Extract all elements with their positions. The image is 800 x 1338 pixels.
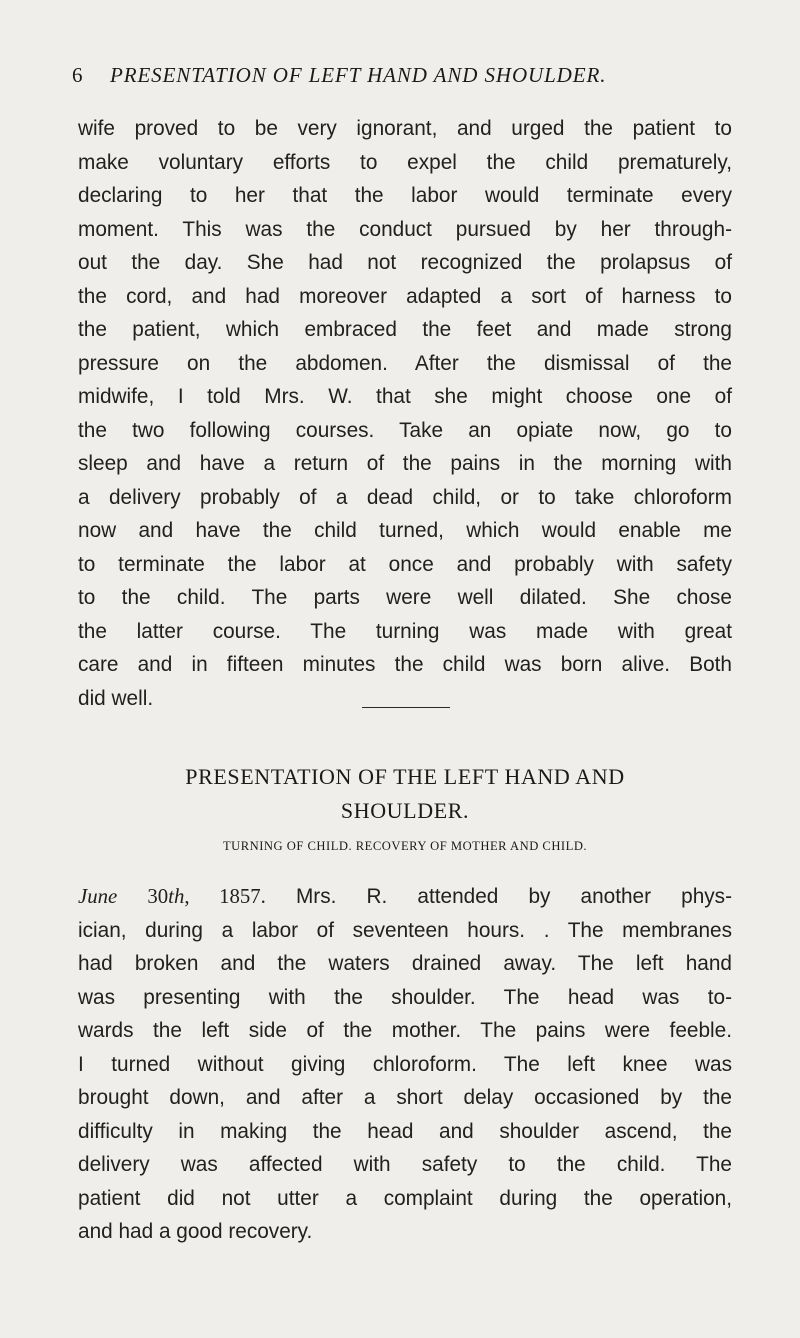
text-line: make voluntary efforts to expel the child prematurely,	[78, 150, 732, 174]
text-line-dated	[78, 880, 732, 914]
text-line: patient did not utter a complaint during the operation,	[78, 1186, 732, 1210]
text-line: care and in fifteen minutes the child was born alive. Both	[78, 653, 732, 676]
text-line: did well.	[78, 686, 154, 710]
text-line: a delivery probably of a dead child, or to take chloroform	[78, 485, 732, 509]
text-line: declaring to her that the labor would terminate every	[78, 184, 732, 207]
text-line: brought down, and after a short delay occasioned by the	[78, 1086, 732, 1109]
section-subheading: TURNING OF CHILD. RECOVERY OF MOTHER AND CHILD.	[222, 839, 588, 853]
date-day-suffix: th	[168, 885, 185, 908]
text-line: now and have the child turned, which would enable me	[78, 519, 732, 542]
paragraph-case-report	[78, 880, 732, 1249]
text-line: I turned without giving chloroform. The left knee was	[78, 1052, 732, 1076]
section-heading-line: PRESENTATION OF THE LEFT HAND AND	[185, 764, 625, 789]
text-line: to the child. The parts were well dilated. She chose	[78, 586, 732, 609]
running-title: PRESENTATION OF LEFT HAND AND SHOULDER.	[110, 63, 607, 87]
text-line: and had a good recovery.	[78, 1220, 313, 1243]
text-line: the patient, which embraced the feet and made strong	[78, 318, 732, 341]
date-day: 30	[147, 885, 169, 908]
date-year: , 1857.	[184, 885, 266, 908]
text-line: the two following courses. Take an opiate now, go to	[78, 418, 732, 442]
text-line: ician, during a labor of seventeen hours. . The membranes	[78, 918, 732, 942]
text-line: midwife, I told Mrs. W. that she might choose one of	[78, 385, 732, 408]
section-divider	[362, 707, 450, 708]
text-line: was presenting with the shoulder. The head was to-	[78, 985, 732, 1009]
text-line: wards the left side of the mother. The pains were feeble.	[78, 1019, 732, 1042]
text-line: the cord, and had moreover adapted a sort of harness to	[78, 284, 732, 308]
text-line: delivery was affected with safety to the child. The	[78, 1153, 732, 1176]
section-heading-line: SHOULDER.	[340, 798, 470, 823]
date-month: June	[78, 885, 118, 908]
section-heading	[78, 760, 732, 828]
page-number: 6	[72, 63, 84, 87]
text-line: to terminate the labor at once and probably with safety	[78, 552, 732, 576]
text-line: wife proved to be very ignorant, and urged the patient to	[78, 117, 732, 140]
running-header	[72, 60, 732, 90]
text-line: had broken and the waters drained away. The left hand	[78, 952, 732, 975]
text-line: difficulty in making the head and shoulder ascend, the	[78, 1119, 732, 1143]
text-line: pressure on the abdomen. After the dismissal of the	[78, 351, 732, 375]
text-line: out the day. She had not recognized the prolapsus of	[78, 251, 732, 274]
text-line: the latter course. The turning was made with great	[78, 619, 732, 643]
paragraph-case-continuation	[78, 112, 732, 715]
text-line: moment. This was the conduct pursued by her through-	[78, 217, 732, 241]
text-line: sleep and have a return of the pains in the morning with	[78, 452, 732, 475]
first-line-text: Mrs. R. attended by another phys-	[265, 885, 732, 908]
